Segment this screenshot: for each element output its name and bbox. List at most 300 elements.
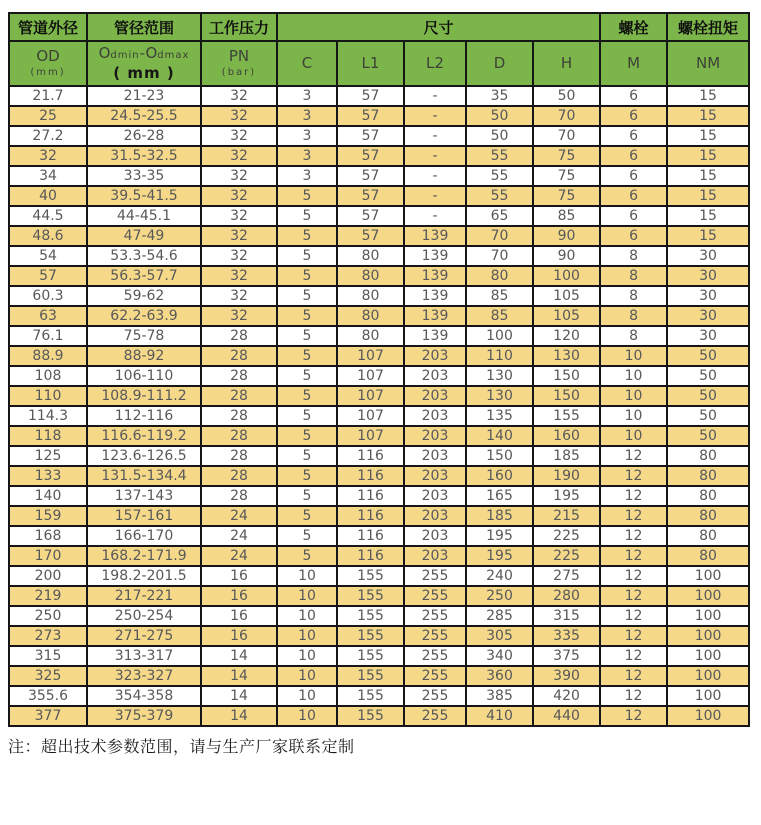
- footnote: 注：超出技术参数范围，请与生产厂家联系定制: [8, 739, 355, 756]
- cell-nm: 80: [667, 526, 749, 546]
- cell-c: 10: [277, 706, 337, 726]
- cell-m: 10: [600, 366, 667, 386]
- cell-range: 39.5-41.5: [87, 186, 201, 206]
- cell-range: 26-28: [87, 126, 201, 146]
- cell-d: 385: [466, 686, 533, 706]
- table-row: [9, 146, 749, 166]
- table-row: [9, 326, 749, 346]
- cell-l1: 116: [337, 526, 404, 546]
- cell-c: 10: [277, 626, 337, 646]
- cell-range: 375-379: [87, 706, 201, 726]
- cell-d: 100: [466, 326, 533, 346]
- cell-l2: 255: [404, 626, 466, 646]
- cell-pn: 14: [201, 646, 277, 666]
- cell-l1: 80: [337, 326, 404, 346]
- cell-m: 12: [600, 566, 667, 586]
- cell-d: 250: [466, 586, 533, 606]
- cell-d: 165: [466, 486, 533, 506]
- cell-d: 185: [466, 506, 533, 526]
- cell-od: 21.7: [9, 86, 87, 106]
- cell-d: 80: [466, 266, 533, 286]
- cell-m: 12: [600, 446, 667, 466]
- cell-range: 88-92: [87, 346, 201, 366]
- cell-od: 325: [9, 666, 87, 686]
- cell-c: 10: [277, 586, 337, 606]
- cell-l2: -: [404, 86, 466, 106]
- cell-h: 375: [533, 646, 600, 666]
- cell-l2: 203: [404, 346, 466, 366]
- cell-m: 6: [600, 166, 667, 186]
- cell-d: 70: [466, 246, 533, 266]
- cell-pn: 14: [201, 706, 277, 726]
- cell-d: 130: [466, 386, 533, 406]
- cell-range: 217-221: [87, 586, 201, 606]
- cell-l1: 80: [337, 306, 404, 326]
- cell-nm: 15: [667, 146, 749, 166]
- cell-od: 57: [9, 266, 87, 286]
- cell-m: 12: [600, 466, 667, 486]
- cell-l2: 203: [404, 446, 466, 466]
- cell-range: 31.5-32.5: [87, 146, 201, 166]
- cell-h: 195: [533, 486, 600, 506]
- cell-c: 5: [277, 266, 337, 286]
- cell-range: 44-45.1: [87, 206, 201, 226]
- cell-c: 5: [277, 246, 337, 266]
- cell-l1: 57: [337, 186, 404, 206]
- cell-od: 76.1: [9, 326, 87, 346]
- cell-l1: 116: [337, 546, 404, 566]
- header-bolt: 螺栓: [600, 13, 667, 41]
- table-row: [9, 206, 749, 226]
- header-diameter-range: 管径范围: [87, 13, 201, 41]
- cell-range: 59-62: [87, 286, 201, 306]
- subheader-od: OD (mm): [9, 41, 87, 86]
- cell-m: 12: [600, 646, 667, 666]
- cell-d: 195: [466, 546, 533, 566]
- cell-l2: 203: [404, 506, 466, 526]
- cell-l2: 203: [404, 426, 466, 446]
- cell-m: 6: [600, 226, 667, 246]
- cell-range: 137-143: [87, 486, 201, 506]
- cell-l1: 116: [337, 446, 404, 466]
- cell-pn: 28: [201, 406, 277, 426]
- cell-h: 420: [533, 686, 600, 706]
- cell-nm: 15: [667, 126, 749, 146]
- cell-m: 12: [600, 546, 667, 566]
- table-row: [9, 266, 749, 286]
- cell-d: 340: [466, 646, 533, 666]
- cell-range: 33-35: [87, 166, 201, 186]
- cell-range: 24.5-25.5: [87, 106, 201, 126]
- cell-c: 5: [277, 546, 337, 566]
- cell-h: 100: [533, 266, 600, 286]
- header-sub-row: [9, 41, 749, 86]
- cell-d: 195: [466, 526, 533, 546]
- cell-pn: 32: [201, 86, 277, 106]
- cell-range: 157-161: [87, 506, 201, 526]
- pipe-spec-table: [8, 12, 750, 727]
- cell-nm: 100: [667, 686, 749, 706]
- cell-od: 27.2: [9, 126, 87, 146]
- cell-m: 10: [600, 386, 667, 406]
- cell-h: 75: [533, 186, 600, 206]
- cell-nm: 100: [667, 606, 749, 626]
- cell-c: 10: [277, 686, 337, 706]
- cell-pn: 24: [201, 506, 277, 526]
- cell-c: 3: [277, 86, 337, 106]
- table-row: [9, 446, 749, 466]
- cell-h: 120: [533, 326, 600, 346]
- subheader-c: C: [277, 41, 337, 86]
- cell-d: 160: [466, 466, 533, 486]
- cell-nm: 30: [667, 286, 749, 306]
- header-pipe-outer-diameter: 管道外径: [9, 13, 87, 41]
- table-row: [9, 586, 749, 606]
- cell-range: 116.6-119.2: [87, 426, 201, 446]
- cell-m: 8: [600, 266, 667, 286]
- cell-l2: 255: [404, 586, 466, 606]
- cell-range: 108.9-111.2: [87, 386, 201, 406]
- table-row: [9, 506, 749, 526]
- cell-m: 6: [600, 186, 667, 206]
- cell-c: 5: [277, 226, 337, 246]
- cell-m: 8: [600, 286, 667, 306]
- cell-pn: 28: [201, 466, 277, 486]
- cell-c: 5: [277, 486, 337, 506]
- cell-c: 5: [277, 386, 337, 406]
- cell-od: 108: [9, 366, 87, 386]
- cell-m: 10: [600, 426, 667, 446]
- cell-c: 3: [277, 146, 337, 166]
- cell-d: 150: [466, 446, 533, 466]
- subheader-range: Odmin-Odmax ( mm ): [87, 41, 201, 86]
- cell-d: 35: [466, 86, 533, 106]
- cell-h: 155: [533, 406, 600, 426]
- cell-h: 150: [533, 366, 600, 386]
- cell-l1: 80: [337, 286, 404, 306]
- cell-d: 55: [466, 166, 533, 186]
- cell-range: 62.2-63.9: [87, 306, 201, 326]
- cell-pn: 32: [201, 146, 277, 166]
- cell-d: 135: [466, 406, 533, 426]
- cell-nm: 30: [667, 306, 749, 326]
- cell-h: 275: [533, 566, 600, 586]
- cell-range: 313-317: [87, 646, 201, 666]
- cell-m: 6: [600, 106, 667, 126]
- cell-h: 130: [533, 346, 600, 366]
- table-row: [9, 246, 749, 266]
- table-row: [9, 626, 749, 646]
- cell-range: 354-358: [87, 686, 201, 706]
- cell-pn: 16: [201, 586, 277, 606]
- subheader-h: H: [533, 41, 600, 86]
- cell-h: 160: [533, 426, 600, 446]
- table-row: [9, 646, 749, 666]
- cell-od: 48.6: [9, 226, 87, 246]
- cell-m: 12: [600, 706, 667, 726]
- cell-od: 110: [9, 386, 87, 406]
- cell-h: 75: [533, 146, 600, 166]
- cell-range: 166-170: [87, 526, 201, 546]
- cell-nm: 15: [667, 226, 749, 246]
- cell-l1: 107: [337, 406, 404, 426]
- cell-nm: 80: [667, 546, 749, 566]
- table-row: [9, 606, 749, 626]
- cell-h: 215: [533, 506, 600, 526]
- cell-range: 56.3-57.7: [87, 266, 201, 286]
- table-row: [9, 386, 749, 406]
- cell-l1: 155: [337, 606, 404, 626]
- cell-c: 5: [277, 406, 337, 426]
- cell-range: 131.5-134.4: [87, 466, 201, 486]
- table-row: [9, 666, 749, 686]
- cell-pn: 14: [201, 686, 277, 706]
- cell-h: 85: [533, 206, 600, 226]
- cell-d: 50: [466, 106, 533, 126]
- cell-pn: 28: [201, 386, 277, 406]
- cell-od: 114.3: [9, 406, 87, 426]
- cell-od: 133: [9, 466, 87, 486]
- cell-l2: -: [404, 146, 466, 166]
- cell-c: 5: [277, 306, 337, 326]
- cell-c: 10: [277, 646, 337, 666]
- cell-m: 12: [600, 486, 667, 506]
- cell-l2: -: [404, 206, 466, 226]
- cell-od: 219: [9, 586, 87, 606]
- cell-l1: 155: [337, 706, 404, 726]
- cell-range: 75-78: [87, 326, 201, 346]
- cell-pn: 32: [201, 266, 277, 286]
- cell-l1: 107: [337, 366, 404, 386]
- table-row: [9, 486, 749, 506]
- cell-pn: 16: [201, 606, 277, 626]
- cell-l2: -: [404, 126, 466, 146]
- cell-l1: 116: [337, 506, 404, 526]
- cell-od: 140: [9, 486, 87, 506]
- cell-pn: 24: [201, 526, 277, 546]
- cell-d: 65: [466, 206, 533, 226]
- table-row: [9, 346, 749, 366]
- cell-l1: 57: [337, 146, 404, 166]
- table-row: [9, 126, 749, 146]
- cell-l1: 57: [337, 106, 404, 126]
- cell-m: 8: [600, 306, 667, 326]
- subheader-l1: L1: [337, 41, 404, 86]
- cell-nm: 80: [667, 446, 749, 466]
- cell-nm: 100: [667, 566, 749, 586]
- cell-pn: 28: [201, 426, 277, 446]
- cell-od: 355.6: [9, 686, 87, 706]
- cell-range: 198.2-201.5: [87, 566, 201, 586]
- cell-h: 315: [533, 606, 600, 626]
- cell-h: 440: [533, 706, 600, 726]
- cell-c: 3: [277, 166, 337, 186]
- cell-d: 85: [466, 306, 533, 326]
- cell-nm: 80: [667, 506, 749, 526]
- cell-od: 170: [9, 546, 87, 566]
- cell-pn: 32: [201, 286, 277, 306]
- cell-l2: 203: [404, 386, 466, 406]
- cell-c: 3: [277, 126, 337, 146]
- cell-od: 44.5: [9, 206, 87, 226]
- cell-m: 6: [600, 146, 667, 166]
- cell-l2: 203: [404, 546, 466, 566]
- cell-h: 280: [533, 586, 600, 606]
- cell-d: 130: [466, 366, 533, 386]
- cell-od: 250: [9, 606, 87, 626]
- cell-d: 50: [466, 126, 533, 146]
- cell-nm: 30: [667, 326, 749, 346]
- cell-l2: -: [404, 106, 466, 126]
- cell-pn: 32: [201, 186, 277, 206]
- cell-pn: 28: [201, 486, 277, 506]
- header-group-row: [9, 13, 749, 41]
- cell-l1: 107: [337, 426, 404, 446]
- cell-nm: 80: [667, 486, 749, 506]
- cell-d: 360: [466, 666, 533, 686]
- cell-d: 140: [466, 426, 533, 446]
- cell-c: 10: [277, 566, 337, 586]
- cell-l1: 80: [337, 246, 404, 266]
- cell-pn: 28: [201, 326, 277, 346]
- table-body: [9, 86, 749, 726]
- cell-l1: 57: [337, 86, 404, 106]
- cell-l2: 139: [404, 266, 466, 286]
- cell-c: 5: [277, 506, 337, 526]
- cell-c: 10: [277, 666, 337, 686]
- cell-nm: 50: [667, 386, 749, 406]
- cell-h: 190: [533, 466, 600, 486]
- cell-d: 85: [466, 286, 533, 306]
- cell-h: 75: [533, 166, 600, 186]
- cell-l2: 203: [404, 366, 466, 386]
- cell-l1: 57: [337, 226, 404, 246]
- cell-l2: -: [404, 186, 466, 206]
- cell-nm: 100: [667, 626, 749, 646]
- cell-h: 335: [533, 626, 600, 646]
- cell-range: 21-23: [87, 86, 201, 106]
- cell-c: 10: [277, 606, 337, 626]
- cell-od: 118: [9, 426, 87, 446]
- cell-nm: 100: [667, 586, 749, 606]
- table-row: [9, 526, 749, 546]
- cell-l1: 155: [337, 566, 404, 586]
- cell-nm: 15: [667, 186, 749, 206]
- cell-d: 285: [466, 606, 533, 626]
- cell-m: 8: [600, 246, 667, 266]
- cell-pn: 24: [201, 546, 277, 566]
- cell-od: 54: [9, 246, 87, 266]
- cell-od: 377: [9, 706, 87, 726]
- subheader-d: D: [466, 41, 533, 86]
- cell-range: 47-49: [87, 226, 201, 246]
- cell-l2: 139: [404, 286, 466, 306]
- cell-c: 5: [277, 366, 337, 386]
- cell-c: 5: [277, 466, 337, 486]
- cell-m: 12: [600, 606, 667, 626]
- cell-l2: 139: [404, 326, 466, 346]
- cell-l2: 255: [404, 566, 466, 586]
- cell-nm: 15: [667, 206, 749, 226]
- cell-nm: 15: [667, 166, 749, 186]
- cell-nm: 50: [667, 426, 749, 446]
- cell-h: 150: [533, 386, 600, 406]
- cell-c: 3: [277, 106, 337, 126]
- cell-pn: 16: [201, 566, 277, 586]
- cell-d: 305: [466, 626, 533, 646]
- cell-nm: 100: [667, 666, 749, 686]
- cell-c: 5: [277, 286, 337, 306]
- cell-nm: 50: [667, 366, 749, 386]
- cell-pn: 32: [201, 126, 277, 146]
- cell-c: 5: [277, 186, 337, 206]
- cell-m: 10: [600, 346, 667, 366]
- cell-pn: 32: [201, 246, 277, 266]
- cell-h: 225: [533, 546, 600, 566]
- cell-od: 60.3: [9, 286, 87, 306]
- cell-h: 185: [533, 446, 600, 466]
- cell-l2: 255: [404, 666, 466, 686]
- table-row: [9, 286, 749, 306]
- cell-h: 225: [533, 526, 600, 546]
- cell-nm: 100: [667, 706, 749, 726]
- cell-l2: 139: [404, 306, 466, 326]
- cell-od: 34: [9, 166, 87, 186]
- cell-l1: 155: [337, 626, 404, 646]
- cell-pn: 32: [201, 306, 277, 326]
- table-row: [9, 406, 749, 426]
- cell-d: 55: [466, 146, 533, 166]
- header-dimensions: 尺寸: [277, 13, 600, 41]
- table-row: [9, 706, 749, 726]
- cell-pn: 32: [201, 166, 277, 186]
- cell-c: 5: [277, 446, 337, 466]
- cell-pn: 16: [201, 626, 277, 646]
- cell-l2: 203: [404, 406, 466, 426]
- cell-pn: 32: [201, 226, 277, 246]
- cell-d: 70: [466, 226, 533, 246]
- cell-nm: 30: [667, 246, 749, 266]
- cell-range: 123.6-126.5: [87, 446, 201, 466]
- cell-l1: 155: [337, 666, 404, 686]
- cell-l2: 203: [404, 486, 466, 506]
- cell-h: 50: [533, 86, 600, 106]
- table-row: [9, 226, 749, 246]
- table-row: [9, 466, 749, 486]
- table-row: [9, 86, 749, 106]
- cell-h: 390: [533, 666, 600, 686]
- cell-l1: 57: [337, 126, 404, 146]
- cell-m: 12: [600, 586, 667, 606]
- cell-l2: 255: [404, 686, 466, 706]
- cell-h: 70: [533, 126, 600, 146]
- cell-nm: 50: [667, 346, 749, 366]
- cell-l2: 203: [404, 466, 466, 486]
- cell-od: 25: [9, 106, 87, 126]
- cell-od: 315: [9, 646, 87, 666]
- cell-l1: 116: [337, 486, 404, 506]
- table-row: [9, 686, 749, 706]
- cell-l2: 203: [404, 526, 466, 546]
- cell-range: 271-275: [87, 626, 201, 646]
- cell-od: 40: [9, 186, 87, 206]
- cell-pn: 28: [201, 446, 277, 466]
- cell-od: 159: [9, 506, 87, 526]
- table-row: [9, 106, 749, 126]
- cell-od: 125: [9, 446, 87, 466]
- cell-l2: 139: [404, 246, 466, 266]
- cell-m: 6: [600, 126, 667, 146]
